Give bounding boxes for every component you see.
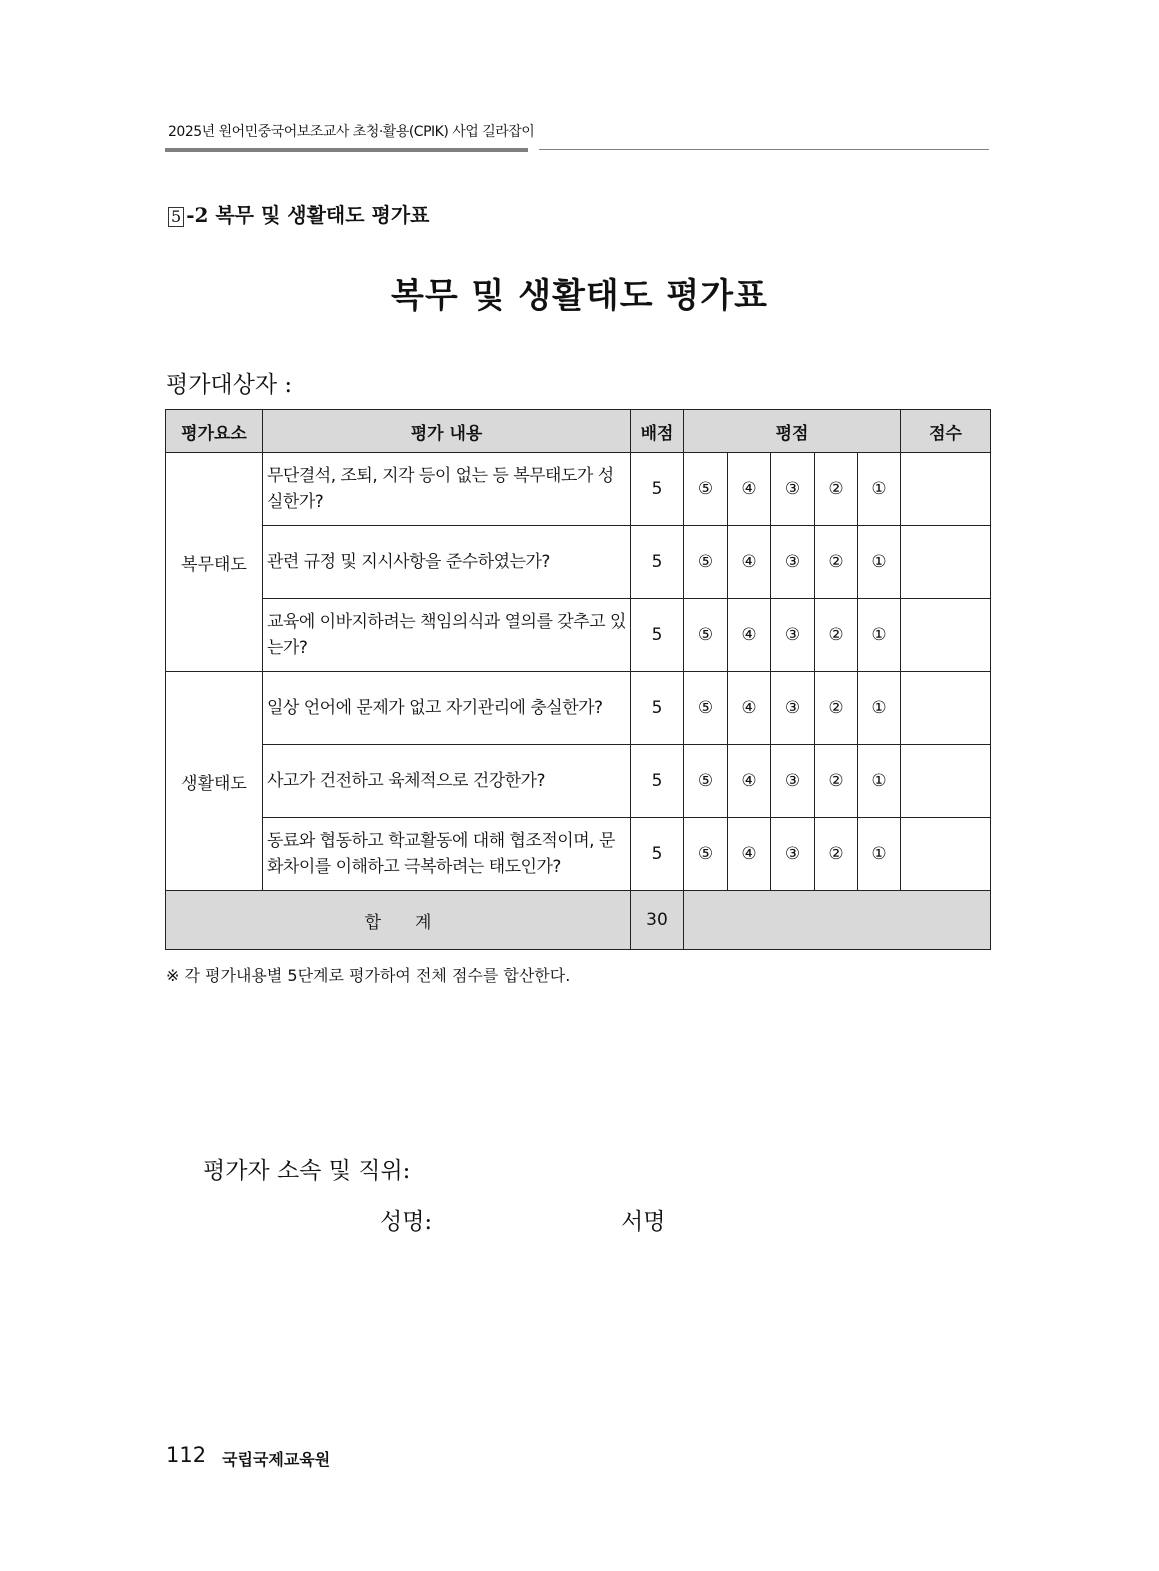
rating-option[interactable]: ③	[771, 526, 815, 599]
rating-option[interactable]: ⑤	[684, 818, 728, 891]
item-content: 사고가 건전하고 육체적으로 건강한가?	[263, 745, 631, 818]
score-cell[interactable]	[901, 672, 991, 745]
rating-option[interactable]: ④	[728, 672, 771, 745]
item-content: 교육에 이바지하려는 책임의식과 열의를 갖추고 있는가?	[263, 599, 631, 672]
item-points: 5	[631, 453, 684, 526]
name-label: 성명:	[380, 1209, 433, 1235]
score-cell[interactable]	[901, 818, 991, 891]
header-rating: 평점	[684, 410, 901, 453]
rating-option[interactable]: ④	[728, 599, 771, 672]
rating-option[interactable]: ③	[771, 672, 815, 745]
evaluator-label: 평가자 소속 및 직위:	[203, 1158, 411, 1184]
rating-option[interactable]: ③	[771, 599, 815, 672]
rating-option[interactable]: ①	[858, 672, 901, 745]
table-row	[166, 818, 991, 891]
note: ※ 각 평가내용별 5단계로 평가하여 전체 점수를 합산한다.	[166, 966, 571, 985]
page-title: 복무 및 생활태도 평가표	[391, 276, 768, 316]
rating-option[interactable]: ③	[771, 818, 815, 891]
score-cell[interactable]	[901, 599, 991, 672]
item-content: 동료와 협동하고 학교활동에 대해 협조적이며, 문화차이를 이해하고 극복하려는 태도인가?	[263, 818, 631, 891]
item-content: 무단결석, 조퇴, 지각 등이 없는 등 복무태도가 성실한가?	[263, 453, 631, 526]
rating-option[interactable]: ⑤	[684, 599, 728, 672]
rating-option[interactable]: ①	[858, 453, 901, 526]
section-title: -2 복무 및 생활태도 평가표	[186, 203, 430, 227]
rating-option[interactable]: ⑤	[684, 526, 728, 599]
table-row	[166, 745, 991, 818]
sign-label: 서명	[621, 1209, 666, 1235]
rating-option[interactable]: ②	[815, 599, 858, 672]
rating-option[interactable]: ④	[728, 526, 771, 599]
rating-option[interactable]: ③	[771, 453, 815, 526]
rating-option[interactable]: ②	[815, 745, 858, 818]
footer-org: 국립국제교육원	[222, 1450, 331, 1469]
rating-option[interactable]: ②	[815, 526, 858, 599]
item-points: 5	[631, 818, 684, 891]
rating-option[interactable]: ③	[771, 745, 815, 818]
running-header: 2025년 원어민중국어보조교사 초청·활용(CPIK) 사업 길라잡이	[168, 124, 535, 140]
item-content: 관련 규정 및 지시사항을 준수하였는가?	[263, 526, 631, 599]
header-element: 평가요소	[166, 410, 263, 453]
section-number: 5	[168, 207, 184, 227]
rating-option[interactable]: ④	[728, 453, 771, 526]
score-cell[interactable]	[901, 453, 991, 526]
evaluation-table	[165, 409, 991, 950]
total-points: 30	[631, 891, 684, 950]
item-points: 5	[631, 526, 684, 599]
total-row	[166, 891, 991, 950]
table-row	[166, 599, 991, 672]
rating-option[interactable]: ④	[728, 745, 771, 818]
header-score: 점수	[901, 410, 991, 453]
rating-option[interactable]: ①	[858, 818, 901, 891]
rating-option[interactable]: ②	[815, 672, 858, 745]
rating-option[interactable]: ⑤	[684, 672, 728, 745]
rating-option[interactable]: ④	[728, 818, 771, 891]
item-points: 5	[631, 672, 684, 745]
header-rule-thin	[539, 149, 989, 150]
item-points: 5	[631, 599, 684, 672]
item-points: 5	[631, 745, 684, 818]
target-label: 평가대상자 :	[166, 372, 293, 398]
score-cell[interactable]	[901, 526, 991, 599]
rating-option[interactable]: ②	[815, 818, 858, 891]
rating-option[interactable]: ①	[858, 526, 901, 599]
group-name: 생활태도	[166, 672, 263, 891]
header-rule-thick	[165, 148, 528, 152]
total-score-cell[interactable]	[684, 891, 991, 950]
rating-option[interactable]: ⑤	[684, 745, 728, 818]
rating-option[interactable]: ⑤	[684, 453, 728, 526]
header-content: 평가 내용	[263, 410, 631, 453]
score-cell[interactable]	[901, 745, 991, 818]
total-label: 합 계	[166, 891, 631, 950]
section-heading	[168, 199, 429, 228]
rating-option[interactable]: ①	[858, 599, 901, 672]
table-row	[166, 672, 991, 745]
table-row	[166, 526, 991, 599]
rating-option[interactable]: ①	[858, 745, 901, 818]
page-number: 112	[166, 1443, 207, 1467]
table-row	[166, 453, 991, 526]
item-content: 일상 언어에 문제가 없고 자기관리에 충실한가?	[263, 672, 631, 745]
header-points: 배점	[631, 410, 684, 453]
group-name: 복무태도	[166, 453, 263, 672]
rating-option[interactable]: ②	[815, 453, 858, 526]
